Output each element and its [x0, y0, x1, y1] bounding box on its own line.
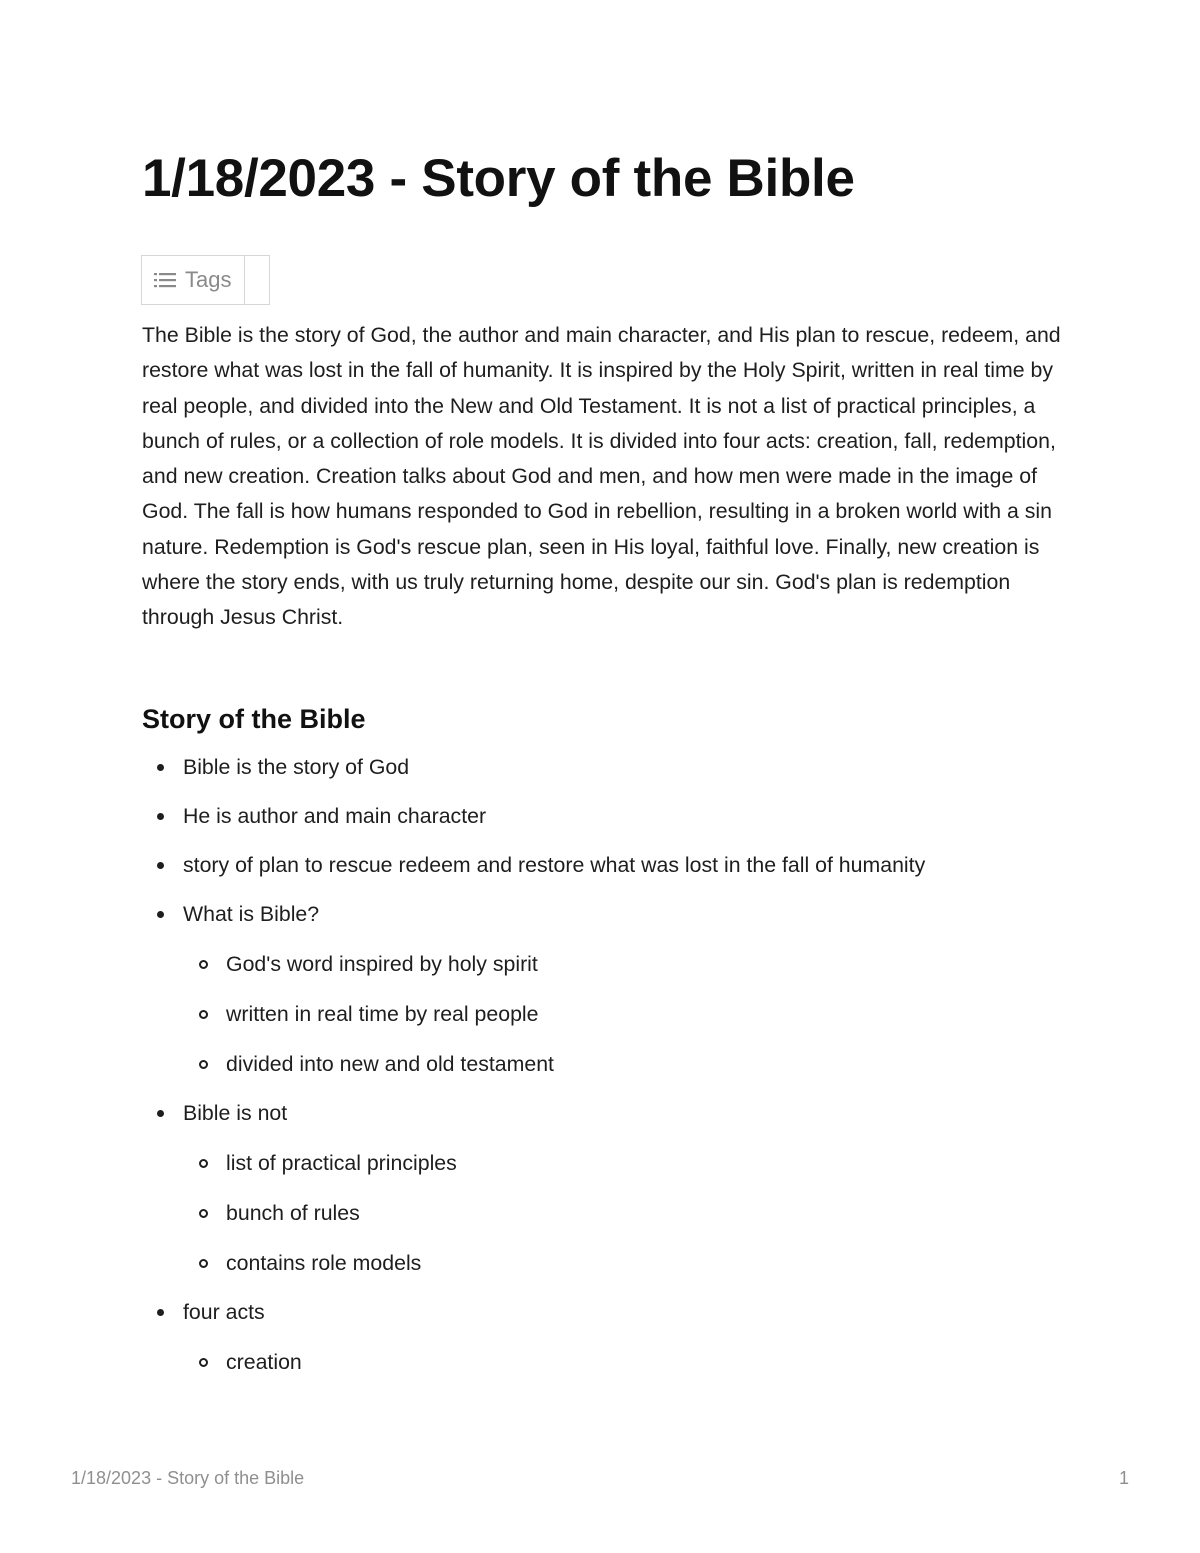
- list-item: [142, 1096, 1122, 1281]
- list-item: [142, 750, 1122, 785]
- tags-value[interactable]: [245, 256, 269, 304]
- summary-paragraph: The Bible is the story of God, the author and main character, and His plan to rescue, redeem, and restore what was lost in the fall of humanity. It is inspired by the Holy Spirit, written in real time by real people, and divided into the New and Old Testament. It is not a list of practical principles, a bunch of rules, or a collection of role models. It is divided into four acts: creation, fall, redemption, and new creation. Creation talks about God and men, and how men were made in the image of God. The fall is how humans responded to God in rebellion, resulting in a broken world with a sin nature. Redemption is God's rescue plan, seen in His loyal, faithful love. Finally, new creation is where the story ends, with us truly returning home, despite our sin. God's plan is redemption through Jesus Christ.: [142, 323, 1061, 630]
- section-heading: Story of the Bible: [142, 704, 366, 734]
- sub-list: [183, 1345, 1122, 1380]
- list-item-text: Bible is the story of God: [183, 755, 410, 779]
- sub-list: [183, 947, 1122, 1082]
- list-icon: [154, 272, 176, 288]
- hollow-bullet-icon: [199, 1358, 208, 1367]
- hollow-bullet-icon: [199, 1010, 208, 1019]
- properties-table: [141, 255, 270, 305]
- sub-list-item: [183, 1246, 1122, 1281]
- list-item-text: story of plan to rescue redeem and restore what was lost in the fall of humanity: [183, 853, 926, 877]
- footer-title: 1/18/2023 - Story of the Bible: [71, 1468, 305, 1488]
- sub-list-item-text: creation: [226, 1350, 302, 1374]
- hollow-bullet-icon: [199, 1209, 208, 1218]
- sub-list-item: [183, 1345, 1122, 1380]
- bullet-icon: [157, 1309, 164, 1316]
- bullet-icon: [157, 813, 164, 820]
- hollow-bullet-icon: [199, 1159, 208, 1168]
- sub-list-item: [183, 1146, 1122, 1181]
- sub-list-item: [183, 1047, 1122, 1082]
- list-item-text: Bible is not: [183, 1101, 288, 1125]
- list-item-text: four acts: [183, 1300, 265, 1324]
- bullet-icon: [157, 1110, 164, 1117]
- bullet-icon: [157, 862, 164, 869]
- sub-list-item-text: contains role models: [226, 1251, 422, 1275]
- sub-list-item: [183, 997, 1122, 1032]
- bullet-icon: [157, 764, 164, 771]
- sub-list-item-text: divided into new and old testament: [226, 1052, 554, 1076]
- hollow-bullet-icon: [199, 960, 208, 969]
- hollow-bullet-icon: [199, 1259, 208, 1268]
- sub-list: [183, 1146, 1122, 1281]
- sub-list-item-text: bunch of rules: [226, 1201, 360, 1225]
- sub-list-item: [183, 947, 1122, 982]
- tags-label: Tags: [185, 267, 232, 292]
- list-item-text: He is author and main character: [183, 804, 487, 828]
- list-item: [142, 848, 1122, 883]
- sub-list-item-text: God's word inspired by holy spirit: [226, 952, 538, 976]
- tags-property[interactable]: [142, 256, 245, 304]
- list-item-text: What is Bible?: [183, 902, 320, 926]
- list-item: [142, 897, 1122, 1082]
- bullet-icon: [157, 911, 164, 918]
- outline-list: [142, 750, 1122, 1394]
- sub-list-item-text: list of practical principles: [226, 1151, 457, 1175]
- hollow-bullet-icon: [199, 1060, 208, 1069]
- page-title: 1/18/2023 - Story of the Bible: [142, 149, 855, 208]
- footer-page-number: 1: [1118, 1468, 1129, 1488]
- list-item: [142, 1295, 1122, 1380]
- sub-list-item: [183, 1196, 1122, 1231]
- list-item: [142, 799, 1122, 834]
- sub-list-item-text: written in real time by real people: [226, 1002, 539, 1026]
